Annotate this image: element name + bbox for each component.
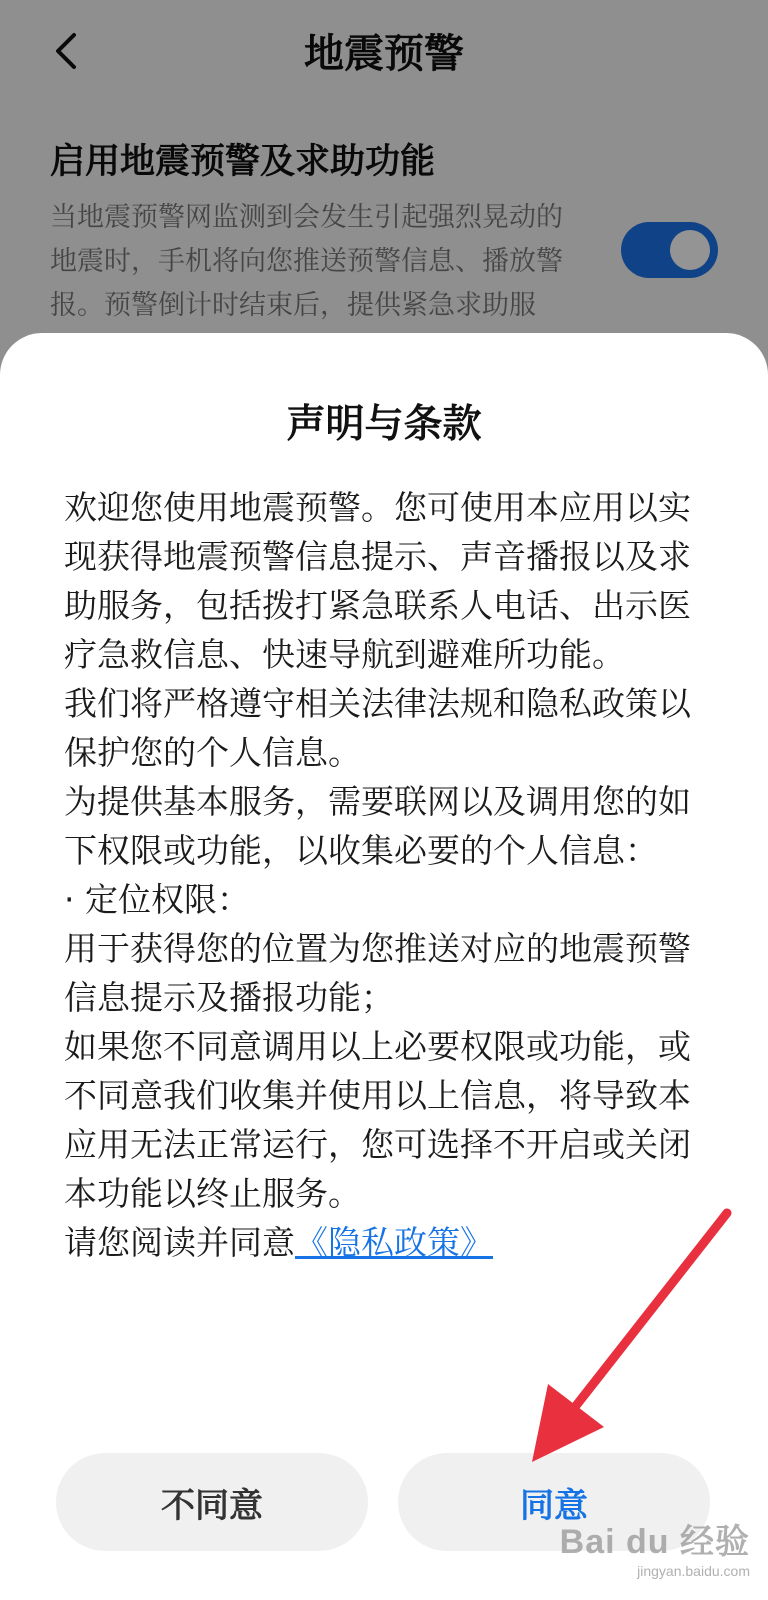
page-title: 地震预警	[304, 31, 464, 77]
consent-line	[64, 1218, 704, 1267]
terms-paragraph: 我们将严格遵守相关法律法规和隐私政策以保护您的个人信息。	[64, 684, 691, 772]
baidu-watermark	[560, 1514, 750, 1579]
setting-description: 当地震预警网监测到会发生引起强烈晃动的地震时，手机将向您推送预警信息、播放警报。预警倒计时结束后，提供紧急求助服	[50, 202, 563, 321]
consent-prefix: 请您阅读并同意	[64, 1223, 295, 1262]
terms-paragraph: 欢迎您使用地震预警。您可使用本应用以实现获得地震预警信息提示、声音播报以及求助服务，包括拨打紧急联系人电话、出示医疗急救信息、快速导航到避难所功能。	[64, 488, 691, 674]
terms-text	[64, 483, 704, 1267]
setting-title: 启用地震预警及求助功能	[50, 142, 436, 182]
dialog-title: 声明与条款	[286, 402, 482, 447]
privacy-policy-link[interactable]: 《隐私政策》	[295, 1223, 493, 1262]
terms-dialog	[0, 333, 768, 1600]
watermark-logo: Bai du 经验	[559, 1523, 750, 1561]
terms-paragraph: 用于获得您的位置为您推送对应的地震预警信息提示及播报功能；	[64, 929, 691, 1017]
terms-paragraph: 如果您不同意调用以上必要权限或功能，或不同意我们收集并使用以上信息，将导致本应用无法正常运行，您可选择不开启或关闭本功能以终止服务。	[64, 1027, 691, 1213]
disagree-button[interactable]: 不同意	[56, 1453, 368, 1551]
terms-paragraph: 为提供基本服务，需要联网以及调用您的如下权限或功能，以收集必要的个人信息：	[64, 782, 691, 870]
agree-button[interactable]: 同意	[398, 1453, 710, 1551]
watermark-url: jingyan.baidu.com	[637, 1563, 750, 1579]
terms-paragraph: · 定位权限：	[64, 880, 250, 919]
